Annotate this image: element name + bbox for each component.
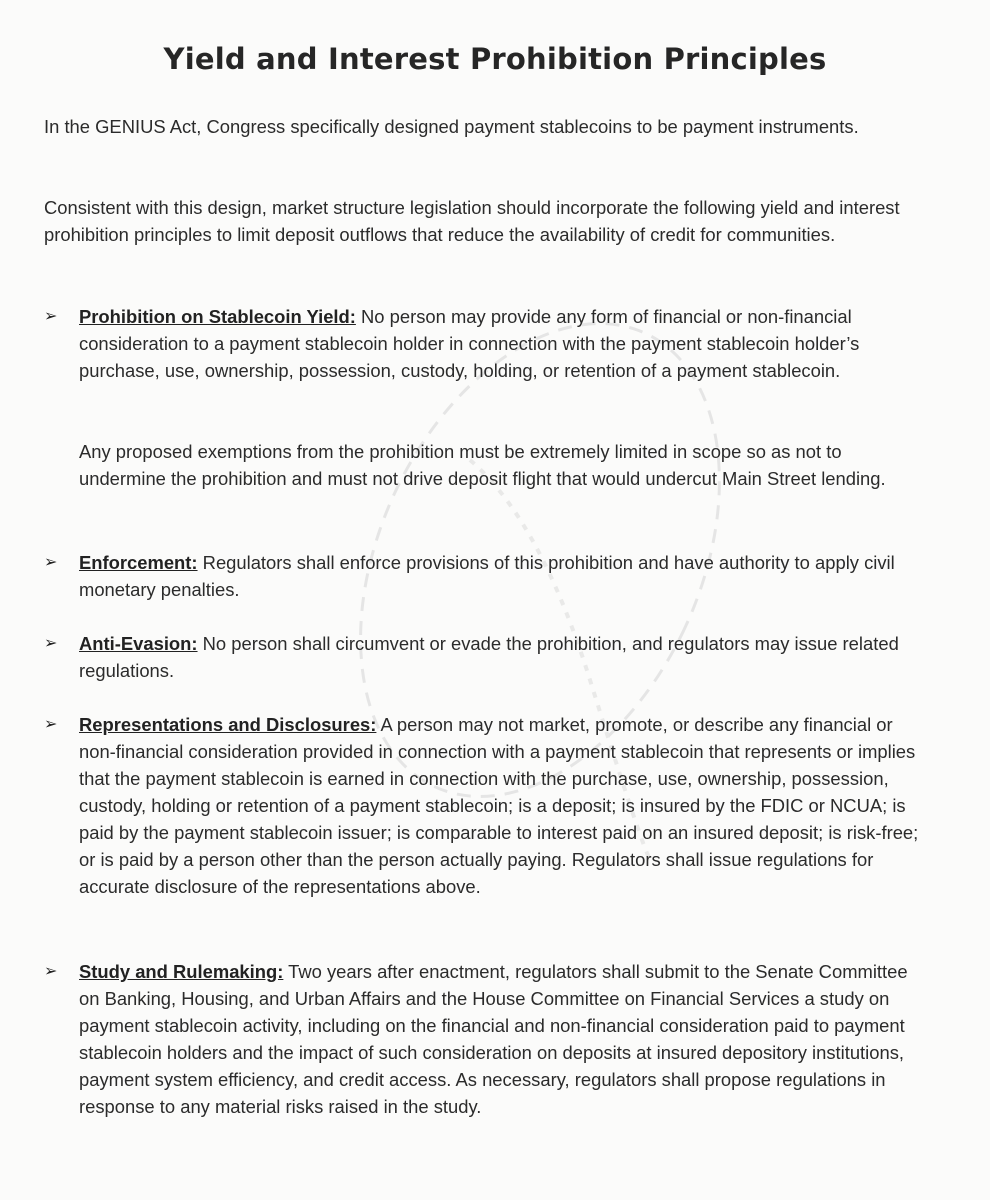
bullet-term: Study and Rulemaking: — [79, 961, 284, 982]
bullet-text — [79, 630, 929, 684]
arrow-bullet-icon: ➢ — [44, 554, 58, 571]
bullet-term: Enforcement: — [79, 552, 198, 573]
intro-paragraph-2: Consistent with this design, market structure legislation should incorporate the following yield and interest prohibition principles to limit deposit outflows that reduce the availability of credit for communities. — [44, 197, 900, 245]
bullet-text — [79, 711, 929, 900]
bullet-body: Two years after enactment, regulators shall submit to the Senate Committee on Banking, Housing, and Urban Affairs and the House Committee on Financial Services a study on payment stablecoin activity, including on the financial and non-financial consideration paid to payment stablecoin holders and the impact of such consideration on deposits at insured depository institutions, payment system efficiency, and credit access. As necessary, regulators shall propose regulations in response to any material risks raised in the study. — [79, 961, 908, 1117]
bullet-body: Regulators shall enforce provisions of this prohibition and have authority to apply civil monetary penalties. — [79, 552, 895, 600]
bullet-body: No person may provide any form of financial or non-financial consideration to a payment stablecoin holder in connection with the payment stablecoin holder’s purchase, use, ownership, possession, custody, holding, or retention of a payment stablecoin. — [79, 306, 860, 381]
bullet-term: Representations and Disclosures: — [79, 714, 377, 735]
page-title: Yield and Interest Prohibition Principles — [163, 42, 827, 76]
arrow-bullet-icon: ➢ — [44, 635, 58, 652]
arrow-bullet-icon: ➢ — [44, 716, 58, 733]
bullet-term: Anti-Evasion: — [79, 633, 198, 654]
bullet-text — [79, 549, 929, 603]
bullet-text — [79, 303, 929, 384]
bullet-term: Prohibition on Stablecoin Yield: — [79, 306, 356, 327]
bullet-body: No person shall circumvent or evade the prohibition, and regulators may issue related regulations. — [79, 633, 899, 681]
bullet-sub-paragraph: Any proposed exemptions from the prohibition must be extremely limited in scope so as not to undermine the prohibition and must not drive deposit flight that would undercut Main Street lending. — [79, 441, 886, 489]
arrow-bullet-icon: ➢ — [44, 308, 58, 325]
bullet-body: A person may not market, promote, or describe any financial or non-financial consideration provided in connection with a payment stablecoin that represents or implies that the payment stablecoin is earned in connection with the purchase, use, ownership, possession, custody, holding or retention of a payment stablecoin; is a deposit; is insured by the FDIC or NCUA; is paid by the payment stablecoin issuer; is comparable to interest paid on an insured deposit; is risk-free; or is paid by a person other than the person actually paying. Regulators shall issue regulations for accurate disclosure of the representations above. — [79, 714, 919, 897]
arrow-bullet-icon: ➢ — [44, 963, 58, 980]
intro-paragraph-1: In the GENIUS Act, Congress specifically designed payment stablecoins to be payment instruments. — [44, 116, 859, 137]
bullet-text — [79, 958, 929, 1120]
